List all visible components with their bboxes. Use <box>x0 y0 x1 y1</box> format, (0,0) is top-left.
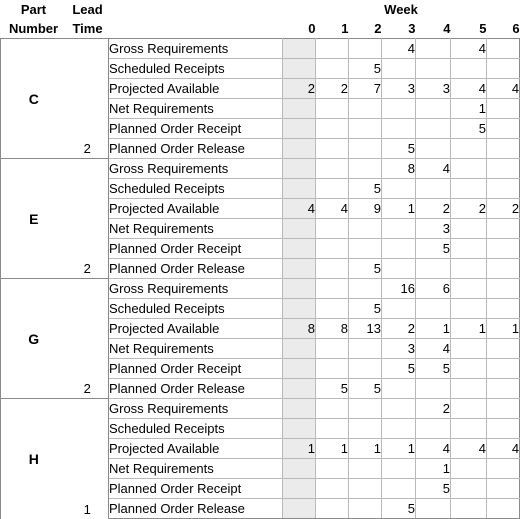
row-label: Scheduled Receipts <box>109 59 283 79</box>
week-6-cell <box>487 239 520 259</box>
week-5-cell: 4 <box>451 79 487 99</box>
row-label: Net Requirements <box>109 459 283 479</box>
week-1-cell <box>316 59 349 79</box>
week-5-cell <box>451 419 487 439</box>
week-0-cell <box>283 399 316 419</box>
week-1-cell <box>316 39 349 59</box>
week-6-cell <box>487 419 520 439</box>
week-0-cell: 1 <box>283 439 316 459</box>
week-2-cell <box>349 459 382 479</box>
row-label: Planned Order Receipt <box>109 479 283 499</box>
row-label: Planned Order Release <box>109 139 283 159</box>
week-5-cell <box>451 179 487 199</box>
table-row <box>1 399 520 419</box>
week-6-cell: 1 <box>487 319 520 339</box>
week-3-cell: 5 <box>382 359 416 379</box>
week-4-cell <box>416 39 451 59</box>
week-1-cell: 1 <box>316 439 349 459</box>
week-3-cell <box>382 419 416 439</box>
week-4-cell: 3 <box>416 219 451 239</box>
week-3-cell <box>382 299 416 319</box>
week-0-header: 0 <box>308 20 316 36</box>
week-4-cell: 6 <box>416 279 451 299</box>
week-2-cell <box>349 159 382 179</box>
week-4-cell: 4 <box>416 159 451 179</box>
week-2-cell <box>349 239 382 259</box>
time-header: Time <box>72 20 103 36</box>
week-3-cell: 1 <box>382 199 416 219</box>
week-1-cell <box>316 259 349 279</box>
week-0-cell <box>283 259 316 279</box>
week-5-cell <box>451 159 487 179</box>
row-label: Gross Requirements <box>109 39 283 59</box>
week-1-cell <box>316 499 349 519</box>
week-5-cell <box>451 59 487 79</box>
row-label: Planned Order Release <box>109 379 283 399</box>
week-5-cell <box>451 399 487 419</box>
week-0-cell <box>283 239 316 259</box>
week-2-cell <box>349 479 382 499</box>
row-label: Scheduled Receipts <box>109 419 283 439</box>
week-1-header: 1 <box>341 20 349 36</box>
week-4-cell <box>416 119 451 139</box>
week-2-cell <box>349 119 382 139</box>
week-0-cell <box>283 479 316 499</box>
week-2-cell: 5 <box>349 179 382 199</box>
week-4-cell <box>416 99 451 119</box>
week-0-cell <box>283 299 316 319</box>
part-header: Part <box>20 1 47 17</box>
week-3-cell <box>382 259 416 279</box>
week-5-cell <box>451 479 487 499</box>
week-1-cell <box>316 399 349 419</box>
week-3-cell <box>382 219 416 239</box>
week-0-cell <box>283 339 316 359</box>
week-0-cell <box>283 459 316 479</box>
week-5-cell: 5 <box>451 119 487 139</box>
week-4-cell: 4 <box>416 339 451 359</box>
week-3-cell <box>382 459 416 479</box>
week-5-cell <box>451 299 487 319</box>
week-1-cell: 4 <box>316 199 349 219</box>
week-4-cell <box>416 299 451 319</box>
week-4-cell <box>416 259 451 279</box>
week-6-cell <box>487 179 520 199</box>
week-2-cell: 13 <box>349 319 382 339</box>
table-row <box>1 39 520 59</box>
week-5-cell <box>451 379 487 399</box>
week-3-cell: 1 <box>382 439 416 459</box>
week-5-cell <box>451 279 487 299</box>
week-4-cell: 5 <box>416 239 451 259</box>
week-3-cell: 3 <box>382 339 416 359</box>
week-0-cell <box>283 359 316 379</box>
header-row-2 <box>1 19 520 39</box>
week-4-cell: 1 <box>416 319 451 339</box>
week-6-cell <box>487 339 520 359</box>
week-1-cell <box>316 479 349 499</box>
row-label: Gross Requirements <box>109 399 283 419</box>
week-0-cell <box>283 99 316 119</box>
part-number: G <box>1 279 67 399</box>
week-4-cell <box>416 419 451 439</box>
week-3-cell: 16 <box>382 279 416 299</box>
week-4-cell <box>416 379 451 399</box>
week-6-cell <box>487 99 520 119</box>
week-2-cell: 5 <box>349 59 382 79</box>
week-6-header: 6 <box>512 20 520 36</box>
week-2-cell <box>349 139 382 159</box>
week-6-cell <box>487 359 520 379</box>
lead-time: 2 <box>67 39 109 159</box>
row-label: Net Requirements <box>109 339 283 359</box>
week-1-cell <box>316 219 349 239</box>
week-3-cell: 2 <box>382 319 416 339</box>
row-label: Planned Order Release <box>109 259 283 279</box>
week-5-cell: 1 <box>451 319 487 339</box>
lead-time: 1 <box>67 399 109 519</box>
week-2-cell <box>349 419 382 439</box>
week-2-cell <box>349 339 382 359</box>
week-2-cell <box>349 99 382 119</box>
mrp-body <box>1 39 520 519</box>
week-0-cell <box>283 279 316 299</box>
week-4-cell: 5 <box>416 479 451 499</box>
week-5-cell: 4 <box>451 39 487 59</box>
week-3-cell <box>382 399 416 419</box>
lead-time: 2 <box>67 159 109 279</box>
week-6-cell <box>487 299 520 319</box>
week-1-cell <box>316 159 349 179</box>
week-0-cell <box>283 159 316 179</box>
number-header: Number <box>8 20 59 36</box>
row-label: Planned Order Receipt <box>109 239 283 259</box>
week-4-cell: 2 <box>416 199 451 219</box>
week-1-cell <box>316 99 349 119</box>
week-6-cell <box>487 399 520 419</box>
row-label: Scheduled Receipts <box>109 179 283 199</box>
week-3-cell <box>382 99 416 119</box>
week-4-cell: 1 <box>416 459 451 479</box>
week-2-header: 2 <box>374 20 382 36</box>
week-4-cell <box>416 179 451 199</box>
week-2-cell <box>349 39 382 59</box>
week-3-cell: 5 <box>382 499 416 519</box>
week-4-cell: 3 <box>416 79 451 99</box>
week-5-cell <box>451 339 487 359</box>
table-row <box>1 279 520 299</box>
row-label: Projected Available <box>109 79 283 99</box>
week-5-cell <box>451 459 487 479</box>
row-label: Net Requirements <box>109 219 283 239</box>
week-2-cell <box>349 219 382 239</box>
week-2-cell: 9 <box>349 199 382 219</box>
week-3-cell <box>382 479 416 499</box>
week-1-cell <box>316 299 349 319</box>
week-5-cell <box>451 239 487 259</box>
lead-time: 2 <box>67 279 109 399</box>
week-6-cell <box>487 39 520 59</box>
week-0-cell <box>283 59 316 79</box>
week-2-cell: 1 <box>349 439 382 459</box>
week-5-cell <box>451 139 487 159</box>
week-5-cell: 4 <box>451 439 487 459</box>
week-1-cell <box>316 239 349 259</box>
week-5-cell: 2 <box>451 199 487 219</box>
week-3-cell <box>382 59 416 79</box>
part-number: C <box>1 39 67 159</box>
row-label: Net Requirements <box>109 99 283 119</box>
week-6-cell <box>487 279 520 299</box>
week-2-cell: 7 <box>349 79 382 99</box>
row-label: Planned Order Release <box>109 499 283 519</box>
week-3-cell: 5 <box>382 139 416 159</box>
week-0-cell: 4 <box>283 199 316 219</box>
week-1-cell <box>316 179 349 199</box>
row-label: Gross Requirements <box>109 159 283 179</box>
week-4-cell <box>416 499 451 519</box>
week-4-cell: 2 <box>416 399 451 419</box>
week-3-cell <box>382 119 416 139</box>
week-0-cell <box>283 39 316 59</box>
week-0-cell <box>283 139 316 159</box>
week-2-cell <box>349 359 382 379</box>
week-6-cell <box>487 139 520 159</box>
week-0-cell <box>283 219 316 239</box>
week-3-cell <box>382 179 416 199</box>
week-1-cell <box>316 459 349 479</box>
week-2-cell <box>349 279 382 299</box>
header-row-1 <box>1 0 520 19</box>
week-6-cell <box>487 259 520 279</box>
week-0-cell <box>283 499 316 519</box>
week-6-cell <box>487 59 520 79</box>
week-6-cell <box>487 499 520 519</box>
row-label: Planned Order Receipt <box>109 359 283 379</box>
row-label: Projected Available <box>109 439 283 459</box>
week-5-cell <box>451 259 487 279</box>
week-1-cell: 2 <box>316 79 349 99</box>
week-0-cell <box>283 379 316 399</box>
week-6-cell <box>487 159 520 179</box>
week-2-cell <box>349 499 382 519</box>
row-label: Planned Order Receipt <box>109 119 283 139</box>
week-0-cell <box>283 419 316 439</box>
week-4-cell: 5 <box>416 359 451 379</box>
part-number: E <box>1 159 67 279</box>
week-5-cell <box>451 499 487 519</box>
week-6-cell <box>487 219 520 239</box>
week-3-cell: 4 <box>382 39 416 59</box>
week-4-header: 4 <box>443 20 451 36</box>
row-label: Projected Available <box>109 319 283 339</box>
table-row <box>1 159 520 179</box>
week-6-cell <box>487 459 520 479</box>
week-1-cell <box>316 419 349 439</box>
row-label: Scheduled Receipts <box>109 299 283 319</box>
week-2-cell <box>349 399 382 419</box>
week-5-cell <box>451 219 487 239</box>
week-3-cell <box>382 239 416 259</box>
week-3-cell <box>382 379 416 399</box>
week-2-cell: 5 <box>349 299 382 319</box>
week-1-cell <box>316 119 349 139</box>
week-3-cell: 8 <box>382 159 416 179</box>
week-4-cell: 4 <box>416 439 451 459</box>
week-0-cell: 2 <box>283 79 316 99</box>
week-3-header: 3 <box>408 20 416 36</box>
week-6-cell: 4 <box>487 79 520 99</box>
week-0-cell <box>283 179 316 199</box>
week-1-cell: 8 <box>316 319 349 339</box>
week-6-cell: 2 <box>487 199 520 219</box>
week-4-cell <box>416 139 451 159</box>
week-5-header: 5 <box>479 20 487 36</box>
week-3-cell: 3 <box>382 79 416 99</box>
week-4-cell <box>416 59 451 79</box>
row-label: Projected Available <box>109 199 283 219</box>
week-6-cell <box>487 119 520 139</box>
week-0-cell <box>283 119 316 139</box>
week-6-cell <box>487 379 520 399</box>
week-5-cell <box>451 359 487 379</box>
week-header: Week <box>384 1 418 17</box>
week-6-cell: 4 <box>487 439 520 459</box>
lead-header: Lead <box>72 1 103 17</box>
week-6-cell <box>487 479 520 499</box>
row-label: Gross Requirements <box>109 279 283 299</box>
week-2-cell: 5 <box>349 379 382 399</box>
week-1-cell <box>316 139 349 159</box>
part-number: H <box>1 399 67 519</box>
week-1-cell <box>316 279 349 299</box>
week-1-cell <box>316 339 349 359</box>
week-1-cell: 5 <box>316 379 349 399</box>
week-1-cell <box>316 359 349 379</box>
week-0-cell: 8 <box>283 319 316 339</box>
week-5-cell: 1 <box>451 99 487 119</box>
week-2-cell: 5 <box>349 259 382 279</box>
